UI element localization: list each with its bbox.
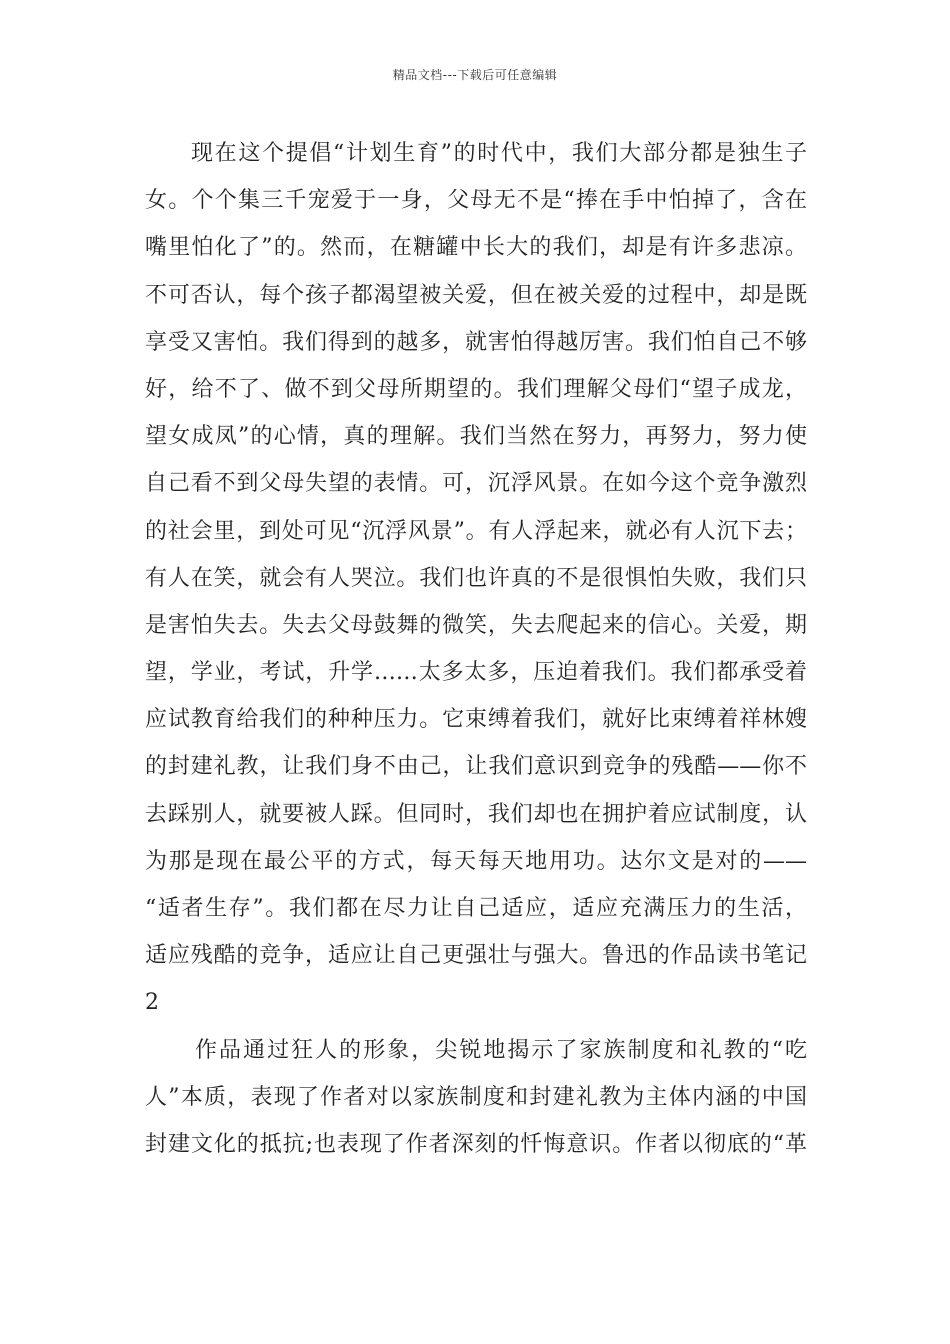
page-header: 精品文档---下载后可任意编辑	[392, 68, 558, 82]
text-line: 为那是现在最公平的方式，每天每天地用功。达尔文是对的——	[145, 848, 807, 874]
text-line: 是害怕失去。失去父母鼓舞的微笑，失去爬起来的信心。关爱，期	[145, 612, 807, 638]
text-line: 2	[145, 990, 159, 1016]
text-line: 封建文化的抵抗;也表现了作者深刻的忏悔意识。作者以彻底的“革	[145, 1131, 807, 1157]
text-line: “适者生存”。我们都在尽力让自己适应，适应充满压力的生活，	[145, 896, 807, 921]
text-line: 望女成凤”的心情，真的理解。我们当然在努力，再努力，努力使	[145, 424, 807, 450]
text-line: 自己看不到父母失望的表情。可，沉浮风景。在如今这个竞争激烈	[145, 471, 807, 497]
document-body	[145, 130, 807, 1168]
text-line: 女。个个集三千宠爱于一身，父母无不是“捧在手中怕掉了，含在	[145, 188, 807, 214]
text-line: 有人在笑，就会有人哭泣。我们也许真的不是很惧怕失败，我们只	[145, 565, 807, 591]
text-line: 适应残酷的竞争，适应让自己更强壮与强大。鲁迅的作品读书笔记	[145, 943, 807, 969]
text-line: 去踩别人，就要被人踩。但同时，我们却也在拥护着应试制度，认	[145, 801, 807, 827]
text-line: 人”本质，表现了作者对以家族制度和封建礼教为主体内涵的中国	[145, 1084, 807, 1110]
text-line: 嘴里怕化了”的。然而，在糖罐中长大的我们，却是有许多悲凉。	[145, 235, 807, 261]
text-line: 好，给不了、做不到父母所期望的。我们理解父母们“望子成龙，	[145, 376, 807, 402]
text-line: 作品通过狂人的形象，尖锐地揭示了家族制度和礼教的“吃	[195, 1037, 807, 1063]
text-line: 应试教育给我们的种种压力。它束缚着我们，就好比束缚着祥林嫂	[145, 707, 807, 733]
text-line: 望，学业，考试，升学……太多太多，压迫着我们。我们都承受着	[145, 660, 807, 686]
text-line: 的社会里，到处可见“沉浮风景”。有人浮起来，就必有人沉下去；	[145, 518, 807, 544]
text-line: 享受又害怕。我们得到的越多，就害怕得越厉害。我们怕自己不够	[145, 329, 807, 355]
text-line: 的封建礼教，让我们身不由己，让我们意识到竞争的残酷——你不	[145, 754, 807, 780]
text-line: 不可否认，每个孩子都渴望被关爱，但在被关爱的过程中，却是既	[145, 282, 807, 308]
text-line: 现在这个提倡“计划生育”的时代中，我们大部分都是独生子	[191, 141, 807, 166]
